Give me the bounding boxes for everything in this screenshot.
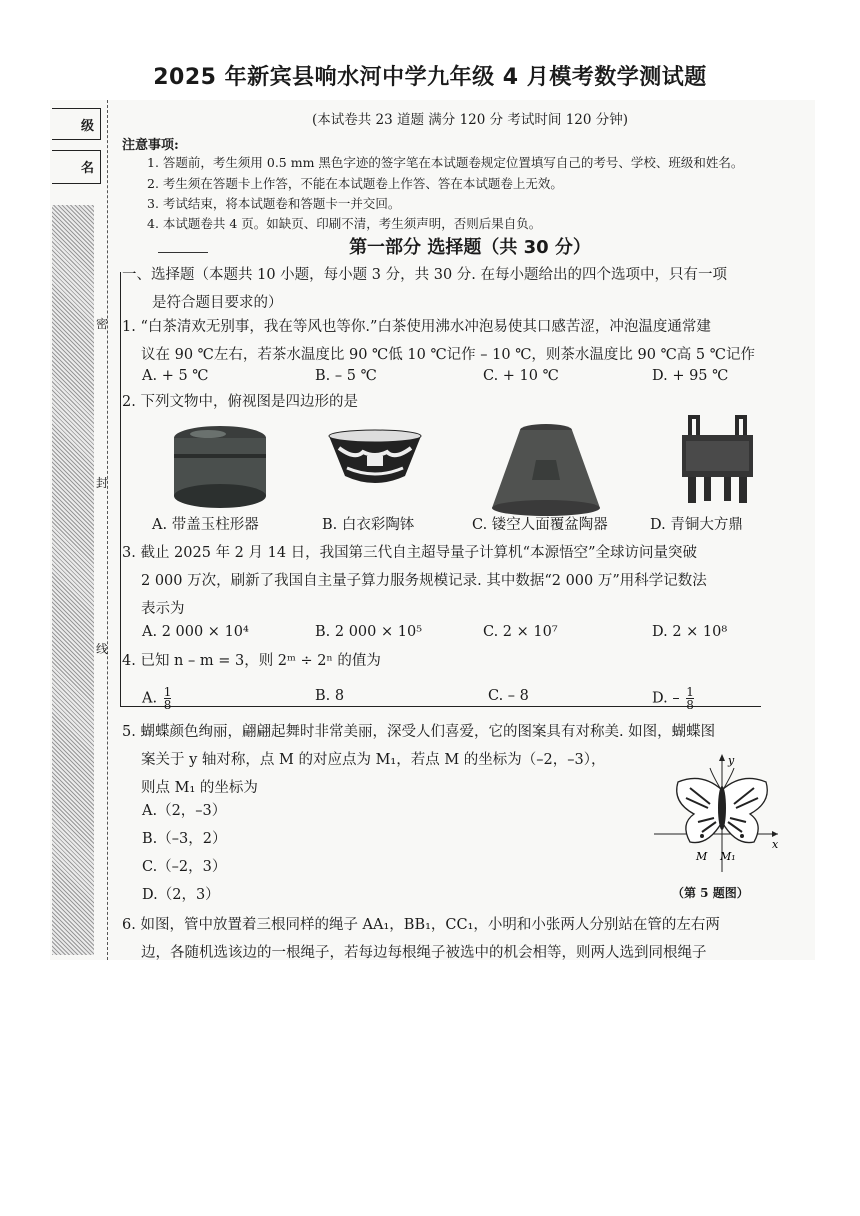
- painted-pottery-bowl-image: [325, 428, 425, 493]
- name-label: 名: [80, 161, 94, 176]
- point-m1-label: M₁: [720, 850, 736, 863]
- name-field-box: [52, 150, 101, 184]
- section-line-1: 一、选择题（本题共 10 小题，每小题 3 分，共 30 分. 在每小题给出的四个选项中，只有一项: [122, 267, 727, 283]
- q2-option-a: A. 带盖玉柱形器: [152, 517, 259, 533]
- bronze-ding-image: [680, 415, 755, 505]
- q5-line-1: 5. 蝴蝶颜色绚丽，翩翩起舞时非常美丽，深受人们喜爱，它的图案具有对称美. 如图，蝴蝶图: [122, 724, 716, 740]
- seal-char-feng: 封: [96, 476, 109, 490]
- denominator: 8: [686, 698, 694, 712]
- fraction: [164, 686, 172, 711]
- binding-hatch: [52, 205, 94, 955]
- q5-option-a: A.（2，–3）: [142, 803, 227, 819]
- question-3: [122, 539, 707, 623]
- q1-option-c: C. + 10 ℃: [483, 368, 559, 384]
- seal-line: [107, 100, 108, 960]
- q4-option-d: [652, 686, 694, 711]
- denominator: 8: [163, 698, 172, 712]
- section-instructions: [122, 261, 727, 317]
- numerator: 1: [163, 685, 172, 699]
- section-line-2: 是符合题目要求的）: [152, 295, 283, 311]
- q4-option-a: [142, 686, 171, 711]
- butterfly-coordinate-figure: [650, 752, 785, 877]
- q2-option-b: B. 白衣彩陶钵: [322, 517, 415, 533]
- q5-option-d: D.（2，3）: [142, 887, 220, 903]
- q5-line-3: 则点 M₁ 的坐标为: [141, 780, 258, 796]
- q2-option-d: D. 青铜大方鼎: [650, 517, 743, 533]
- part-heading: 第一部分 选择题（共 30 分）: [349, 237, 591, 258]
- exam-info: (本试卷共 23 道题 满分 120 分 考试时间 120 分钟): [311, 112, 629, 128]
- q3-line-2: 2 000 万次，刷新了我国自主量子算力服务规模记录. 其中数据“2 000 万”用科学记数法: [141, 573, 707, 589]
- q4-stem: 4. 已知 n – m = 3，则 2ᵐ ÷ 2ⁿ 的值为: [122, 653, 381, 669]
- q3-line-1: 3. 截止 2025 年 2 月 14 日，我国第三代自主超导量子计算机“本源悟空”全球访问量突破: [122, 545, 697, 561]
- point-m-label: M: [696, 850, 708, 863]
- question-5: [122, 718, 715, 802]
- note-item: 2. 考生须在答题卡上作答，不能在本试题卷上作答、答在本试题卷上无效。: [147, 176, 563, 191]
- q5-option-b: B.（–3，2）: [142, 831, 227, 847]
- notes-heading: 注意事项:: [122, 138, 179, 153]
- seal-char-xian: 线: [96, 642, 109, 656]
- q1-line-1: 1. “白茶清欢无别事，我在等风也等你.”白茶使用沸水冲泡易使其口感苦涩，冲泡温度通常建: [122, 319, 711, 335]
- openwork-pottery-image: [486, 420, 606, 520]
- note-item: 4. 本试题卷共 4 页。如缺页、印刷不清，考生须声明，否则后果自负。: [147, 216, 542, 231]
- note-item: 1. 答题前，考生须用 0.5 mm 黑色字迹的签字笔在本试题卷规定位置填写自己的考号、学校、班级和姓名。: [147, 155, 744, 170]
- q4-option-d-label: D. –: [652, 690, 680, 707]
- q3-option-a: A. 2 000 × 10⁴: [142, 624, 249, 640]
- grade-field-box: [52, 108, 101, 140]
- q3-option-b: B. 2 000 × 10⁵: [315, 624, 423, 640]
- q1-option-b: B. – 5 ℃: [315, 368, 377, 384]
- q3-option-d: D. 2 × 10⁸: [652, 624, 728, 640]
- q4-option-c: C. – 8: [488, 688, 529, 704]
- figure-5-caption: （第 5 题图）: [672, 886, 749, 900]
- numerator: 1: [686, 685, 694, 699]
- q6-line-2: 边，各随机选该边的一根绳子，若每边每根绳子被选中的机会相等，则两人选到同根绳子: [141, 945, 707, 961]
- question-1: [122, 313, 755, 369]
- seal-char-mi: 密: [96, 317, 109, 331]
- fraction: [686, 686, 694, 711]
- q4-option-b: B. 8: [315, 688, 345, 704]
- q1-line-2: 议在 90 ℃左右，若茶水温度比 90 ℃低 10 ℃记作 – 10 ℃，则茶水温度比 90 ℃高 5 ℃记作: [141, 347, 755, 363]
- question-6: [122, 911, 720, 967]
- q4-option-a-label: A.: [142, 690, 158, 707]
- note-item: 3. 考试结束，将本试题卷和答题卡一并交回。: [147, 196, 401, 211]
- q2-option-c: C. 镂空人面覆盆陶器: [472, 517, 608, 533]
- q1-option-a: A. + 5 ℃: [142, 368, 209, 384]
- y-axis-label: y: [728, 754, 735, 767]
- q5-option-c: C.（–2，3）: [142, 859, 227, 875]
- q6-line-1: 6. 如图，管中放置着三根同样的绳子 AA₁，BB₁，CC₁，小明和小张两人分别站在管的左右两: [122, 917, 720, 933]
- q3-option-c: C. 2 × 10⁷: [483, 624, 558, 640]
- q3-line-3: 表示为: [141, 601, 185, 617]
- q2-stem: 2. 下列文物中，俯视图是四边形的是: [122, 394, 358, 410]
- q5-line-2: 案关于 y 轴对称，点 M 的对应点为 M₁，若点 M 的坐标为（–2，–3），: [141, 752, 606, 768]
- page-title: 2025 年新宾县响水河中学九年级 4 月模考数学测试题: [153, 65, 707, 90]
- x-axis-label: x: [772, 838, 779, 851]
- grade-label: 级: [80, 119, 94, 134]
- jade-cylinder-artifact-image: [170, 420, 270, 515]
- q1-option-d: D. + 95 ℃: [652, 368, 729, 384]
